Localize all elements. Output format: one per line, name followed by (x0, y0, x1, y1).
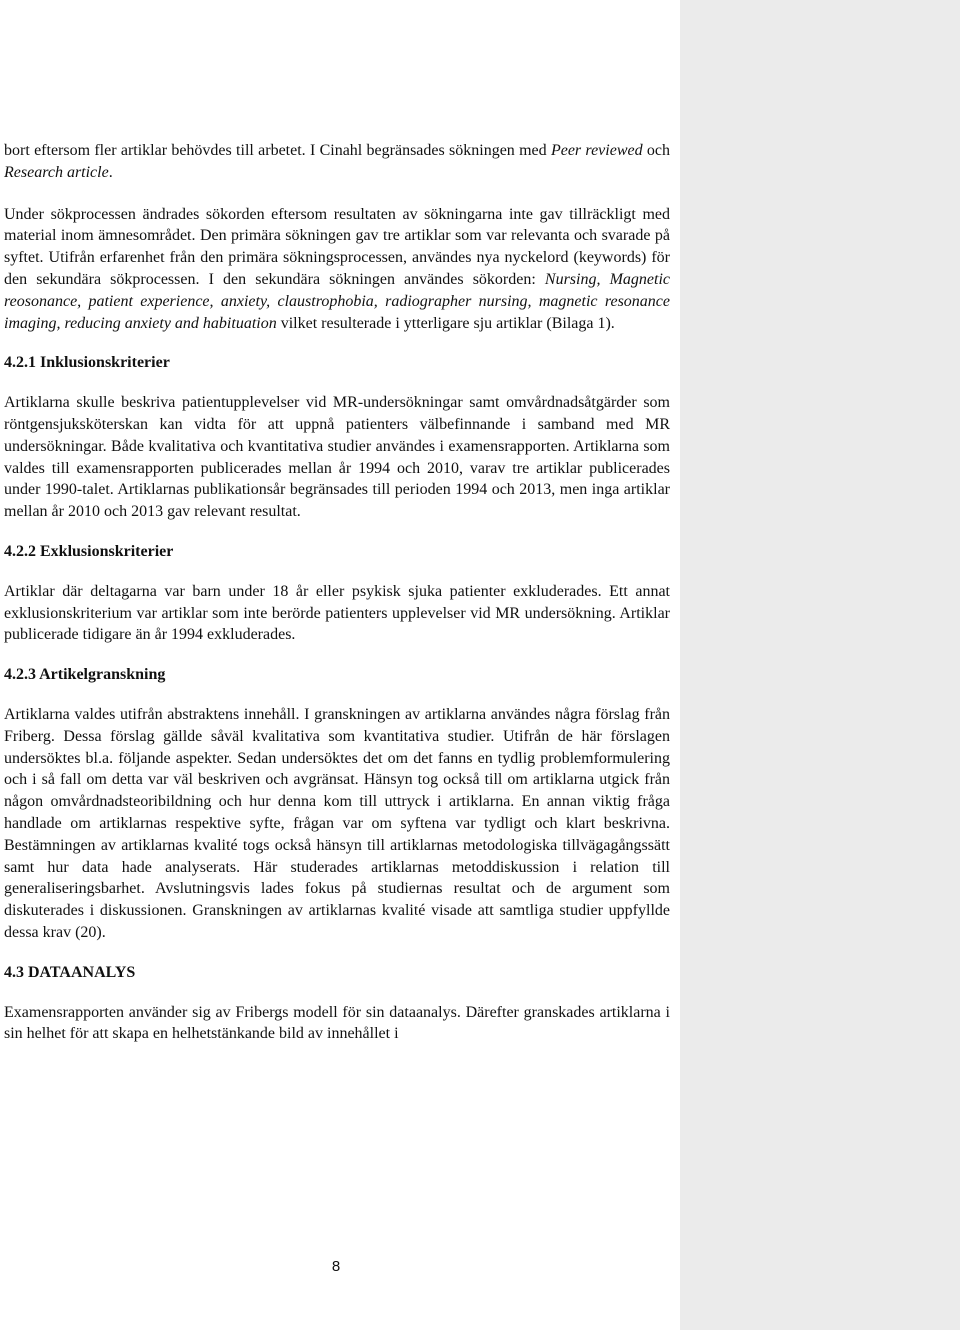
text-peer-reviewed: Peer reviewed (550, 142, 643, 159)
paragraph-inclusion-criteria: Artiklarna skulle beskriva patientupplevelser vid MR-undersökningar samt omvårdnadsåtgärder som röntgensjuksköterskan kan vidta för att uppnå patienters välbefinnande i samband med MR undersökningar. Både kvalitativa och kvantitativa studier användes i examensrapporten. Artiklarna som valdes till examensrapporten publicerades mellan år 1994 och 2010, varav tre artiklar publicerades under 1990-talet. Artiklarnas publikationsår begränsades till perioden 1994 och 2013, men inga artiklar mellan år 2010 och 2013 gav relevant resultat. (4, 394, 670, 521)
paragraph-exclusion-criteria: Artiklar där deltagarna var barn under 18 år eller psykisk sjuka patienter exkluderades. Ett annat exklusionskriterium var artiklar som inte berörde patienters upplevelser vid MR undersökning. Artiklar publicerade tidigare än år 1994 exkluderades. (4, 582, 670, 644)
search-process-result: vilket resulterade i ytterligare sju artiklar (Bilaga 1). (276, 314, 615, 332)
heading-article-review: 4.2.3 Artikelgranskning (4, 666, 166, 684)
text-search-limits-start: bort eftersom fler artiklar behövdes till arbetet. I Cinahl begränsades sökningen med (4, 142, 551, 159)
search-process-text: Under sökprocessen ändrades sökorden eftersom resultaten av sökningarna inte gav tillräckligt med material inom ämnesområdet. Den primära sökningen gav tre artiklar som var relevanta och svarade på syftet. Utifrån erfarenhet från den primära sökningsprocessen, användes nya nyckelord (keywords) för den sekundära sökprocessen. I den sekundära sökningen användes sökorden: (4, 205, 670, 288)
side-panel (680, 0, 960, 1330)
paragraph-article-review: Artiklarna valdes utifrån abstraktens innehåll. I granskningen av artiklarna användes några förslag från Friberg. Dessa förslag gällde såväl kvalitativa som kvantitativa studier. Utifrån de här förslagen undersöktes bl.a. följande aspekter. Sedan undersöktes det om det fanns en tydlig problemformulering och i så fall om detta var väl beskriven och avgränsat. Hänsyn tog också till om artiklarna utgick från någon omvårdnadsteoribildning och hur denna kom till uttryck i artiklarna. En annan viktig fråga handlade om artiklarnas respektive syfte, frågan var om syftena var tydligt och klart beskrivna. Bestämningen av artiklarnas kvalité togs också hänsyn till artiklarnas metodologiska tillvägagångssätt samt hur data hade analyserats. Här studerades artiklarnas metoddiskussion i relation till generaliseringsbarhet. Avslutningsvis lades fokus på studiernas resultat och de argument som diskuterades i diskussionen. Granskningen av artiklarnas kvalité visade att samtliga studier uppfyllde dessa krav (20). (4, 705, 670, 941)
page-number: 8 (331, 1258, 341, 1275)
paragraph-data-analysis: Examensrapporten använder sig av Fribergs modell för sin dataanalys. Därefter granskades artiklarna i sin helhet för att skapa en helhetstänkande bild av innehållet i (4, 1003, 670, 1043)
heading-exclusion-criteria: 4.2.2 Exklusionskriterier (4, 542, 174, 560)
heading-inclusion-criteria: 4.2.1 Inklusionskriterier (4, 354, 170, 372)
paragraph-search-limits (4, 140, 670, 184)
page-content (4, 140, 670, 1045)
text-research-article: Research article (4, 163, 109, 181)
heading-data-analysis: 4.3 DATAANALYS (4, 963, 136, 981)
paragraph-search-process (4, 204, 670, 335)
text-och: och (642, 142, 670, 159)
text-period: . (108, 163, 113, 181)
search-keywords: Nursing, Magnetic reosonance, patient experience, anxiety, claustrophobia, radiographer nursing, magnetic resonance imaging, reducing anxiety and habituation (4, 270, 671, 332)
